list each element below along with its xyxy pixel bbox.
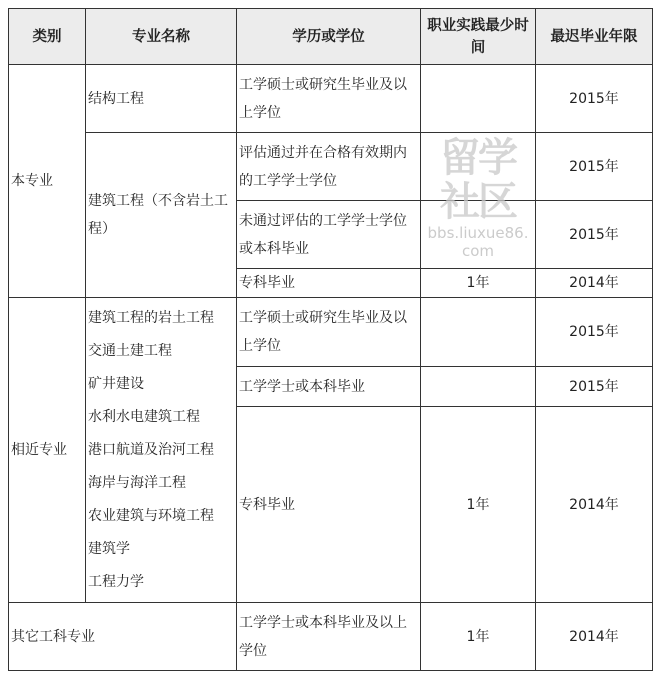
header-row <box>9 9 653 65</box>
major-item: 港口航道及治河工程 <box>88 441 214 458</box>
year-cell: 2015年 <box>536 133 653 201</box>
header-year: 最迟毕业年限 <box>536 9 653 65</box>
header-degree: 学历或学位 <box>237 9 421 65</box>
year-cell: 2015年 <box>536 367 653 407</box>
practice-cell <box>421 201 536 269</box>
degree-cell: 工学硕士或研究生毕业及以上学位 <box>237 65 421 133</box>
header-category: 类别 <box>9 9 86 65</box>
year-cell: 2014年 <box>536 407 653 603</box>
major-item: 交通土建工程 <box>88 342 172 359</box>
watermark-logo-text: 留学社区 <box>440 135 516 225</box>
major-cell: 建筑工程（不含岩土工程） <box>86 133 237 298</box>
practice-cell <box>421 133 536 201</box>
degree-cell: 未通过评估的工学学士学位或本科毕业 <box>237 201 421 269</box>
year-cell: 2015年 <box>536 65 653 133</box>
degree-cell: 工学硕士或研究生毕业及以上学位 <box>237 298 421 367</box>
practice-cell: 1年 <box>421 269 536 298</box>
degree-cell: 工学学士或本科毕业 <box>237 367 421 407</box>
header-major: 专业名称 <box>86 9 237 65</box>
major-item: 海岸与海洋工程 <box>88 474 186 491</box>
major-item: 建筑学 <box>88 540 130 557</box>
major-item: 农业建筑与环境工程 <box>88 507 214 524</box>
year-cell: 2014年 <box>536 269 653 298</box>
practice-cell: 1年 <box>421 603 536 671</box>
category-cell: 相近专业 <box>9 298 86 603</box>
year-cell: 2015年 <box>536 201 653 269</box>
degree-cell: 专科毕业 <box>237 269 421 298</box>
major-item: 工程力学 <box>88 573 144 590</box>
major-item: 建筑工程的岩土工程 <box>88 309 214 326</box>
practice-cell: 1年 <box>421 407 536 603</box>
major-item: 矿井建设 <box>88 375 144 392</box>
table-row <box>9 133 653 201</box>
watermark-url: bbs.liuxue86.com <box>427 224 529 260</box>
practice-cell <box>421 367 536 407</box>
category-cell: 本专业 <box>9 65 86 298</box>
year-cell: 2015年 <box>536 298 653 367</box>
year-cell: 2014年 <box>536 603 653 671</box>
practice-cell <box>421 65 536 133</box>
degree-cell: 专科毕业 <box>237 407 421 603</box>
major-cell: 结构工程 <box>86 65 237 133</box>
table-row <box>9 65 653 133</box>
degree-cell: 评估通过并在合格有效期内的工学学士学位 <box>237 133 421 201</box>
requirements-table <box>8 8 653 671</box>
similar-majors-list <box>86 298 237 603</box>
table-row <box>9 298 653 367</box>
practice-cell <box>421 298 536 367</box>
category-cell: 其它工科专业 <box>9 603 237 671</box>
table-row <box>9 603 653 671</box>
header-practice: 职业实践最少时间 <box>421 9 536 65</box>
degree-cell: 工学学士或本科毕业及以上学位 <box>237 603 421 671</box>
major-item: 水利水电建筑工程 <box>88 408 200 425</box>
